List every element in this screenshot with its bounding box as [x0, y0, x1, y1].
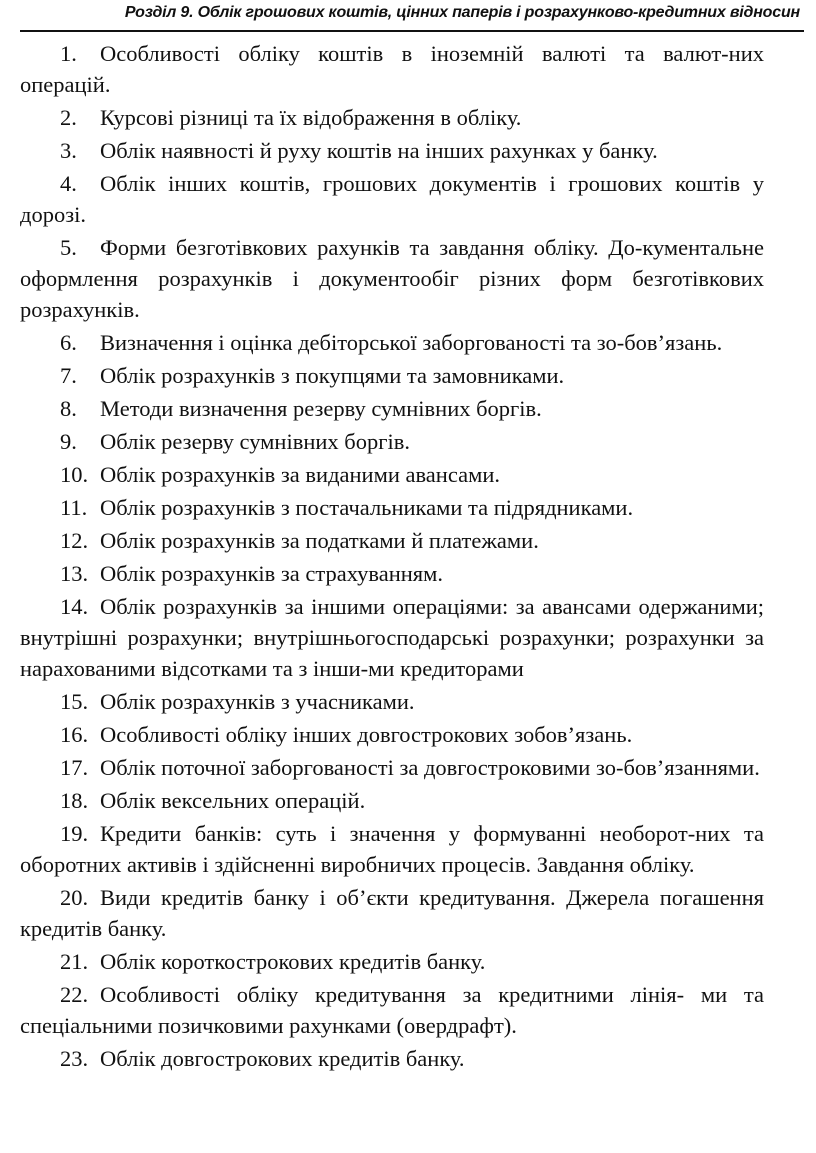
item-number: 18. — [60, 788, 89, 813]
item-number: 17. — [60, 755, 89, 780]
item-number: 3. — [60, 138, 77, 163]
item-text: Визначення і оцінка дебіторської заборгованості та зо-бов’язань. — [100, 330, 723, 355]
list-item — [20, 785, 764, 816]
list-item — [20, 591, 764, 684]
item-text: Види кредитів банку і об’єкти кредитування. Джерела погашення кредитів банку. — [20, 885, 764, 941]
list-item — [20, 719, 764, 750]
item-text: Облік наявності й руху коштів на інших рахунках у банку. — [100, 138, 658, 163]
item-number: 5. — [60, 235, 77, 260]
item-text: Облік розрахунків з покупцями та замовниками. — [100, 363, 565, 388]
item-text: Методи визначення резерву сумнівних боргів. — [100, 396, 542, 421]
item-number: 23. — [60, 1046, 89, 1071]
list-item — [20, 426, 764, 457]
item-number: 16. — [60, 722, 89, 747]
item-text: Облік розрахунків за виданими авансами. — [100, 462, 500, 487]
item-number: 21. — [60, 949, 89, 974]
list-item — [20, 752, 764, 783]
running-header — [20, 0, 804, 32]
item-text: Облік інших коштів, грошових документів і грошових коштів у дорозі. — [20, 171, 764, 227]
item-text: Облік вексельних операцій. — [100, 788, 366, 813]
list-item — [20, 979, 764, 1041]
item-text: Кредити банків: суть і значення у формуванні необорот-них та оборотних активів і здійсненні виробничих процесів. Завдання обліку. — [20, 821, 764, 877]
topic-list — [20, 38, 764, 1076]
item-number: 7. — [60, 363, 77, 388]
item-text: Облік розрахунків за іншими операціями: за авансами одержаними; внутрішні розрахунки; внутрішньогосподарські розрахунки; розрахунки за нарахованими відсотками та з інши-ми кредиторами — [20, 594, 764, 681]
item-number: 15. — [60, 689, 89, 714]
item-text: Облік поточної заборгованості за довгостроковими зо-бов’язаннями. — [100, 755, 760, 780]
item-text: Облік розрахунків з постачальниками та підрядниками. — [100, 495, 634, 520]
item-text: Облік розрахунків з учасниками. — [100, 689, 415, 714]
list-item — [20, 327, 764, 358]
list-item — [20, 360, 764, 391]
item-number: 9. — [60, 429, 77, 454]
list-item — [20, 38, 764, 100]
item-text: Облік резерву сумнівних боргів. — [100, 429, 410, 454]
list-item — [20, 525, 764, 556]
item-text: Особливості обліку коштів в іноземній валюті та валют-них операцій. — [20, 41, 764, 97]
item-number: 2. — [60, 105, 77, 130]
item-text: Особливості обліку кредитування за кредитними лінія- ми та спеціальними позичковими рахунками (овердрафт). — [20, 982, 764, 1038]
list-item — [20, 818, 764, 880]
item-text: Облік довгострокових кредитів банку. — [100, 1046, 465, 1071]
item-text: Облік розрахунків за податками й платежами. — [100, 528, 539, 553]
list-item — [20, 558, 764, 589]
list-item — [20, 232, 764, 325]
item-number: 4. — [60, 171, 77, 196]
item-number: 6. — [60, 330, 77, 355]
item-number: 12. — [60, 528, 89, 553]
item-number: 11. — [60, 495, 88, 520]
list-item — [20, 1043, 764, 1074]
item-text: Особливості обліку інших довгострокових зобов’язань. — [100, 722, 633, 747]
list-item — [20, 946, 764, 977]
item-text: Облік короткострокових кредитів банку. — [100, 949, 486, 974]
item-number: 20. — [60, 885, 89, 910]
list-item — [20, 135, 764, 166]
item-number: 10. — [60, 462, 89, 487]
item-number: 14. — [60, 594, 89, 619]
list-item — [20, 492, 764, 523]
list-item — [20, 686, 764, 717]
item-text: Форми безготівкових рахунків та завдання обліку. До-кументальне оформлення розрахунків і документообіг різних форм безготівкових розрахунків. — [20, 235, 764, 322]
item-number: 1. — [60, 41, 77, 66]
item-number: 13. — [60, 561, 89, 586]
list-item — [20, 459, 764, 490]
item-number: 22. — [60, 982, 89, 1007]
item-text: Облік розрахунків за страхуванням. — [100, 561, 443, 586]
header-title: Розділ 9. Облік грошових коштів, цінних паперів і розрахунково-кредитних відносин — [124, 4, 800, 21]
item-number: 8. — [60, 396, 77, 421]
list-item — [20, 882, 764, 944]
item-number: 19. — [60, 821, 89, 846]
list-item — [20, 102, 764, 133]
list-item — [20, 168, 764, 230]
list-item — [20, 393, 764, 424]
item-text: Курсові різниці та їх відображення в обліку. — [100, 105, 522, 130]
